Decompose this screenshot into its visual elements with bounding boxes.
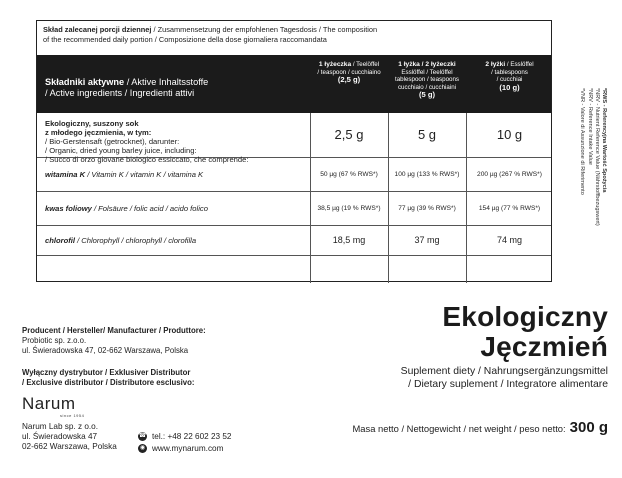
table-header-row: [37, 55, 551, 113]
subtitle-line-1: Suplement diety / Nahrungsergänzungsmittel: [400, 366, 608, 377]
col1-main: 1 łyżeczka: [318, 61, 352, 68]
product-title-line-1: Ekologiczny: [442, 301, 608, 332]
row-divider: [37, 225, 551, 226]
row0-label-bold1: Ekologiczny, suszony sok: [45, 119, 139, 128]
distributor-block: [22, 368, 292, 387]
row0-label-l3: / Bio-Gerstensaft (getrocknet), darunter:: [45, 137, 180, 146]
address-line-3: 02-662 Warszawa, Polska: [22, 442, 117, 452]
table-cell: 10 g: [496, 127, 523, 142]
table-cell: 77 µg (39 % RWS*): [398, 205, 456, 212]
table-row-label: [45, 204, 208, 213]
ingredients-heading-bold: Składniki aktywne: [45, 77, 125, 87]
producer-heading: Producent / Hersteller/ Manufacturer / Produttore:: [22, 326, 206, 335]
address-line-1: Narum Lab sp. z o.o.: [22, 422, 98, 431]
table-cell: 2,5 g: [334, 127, 364, 142]
table-row-label: [45, 119, 248, 164]
table-cell: 5 g: [417, 127, 437, 142]
table-cell: 38,5 µg (19 % RWS*): [317, 205, 381, 212]
producer-name: Probiotic sp. z.o.o.: [22, 336, 87, 345]
reference-value-notes: [555, 88, 607, 288]
row0-label-l4: / Organic, dried young barley juice, including:: [45, 146, 197, 155]
column-header-two-tablespoons: [466, 61, 553, 91]
logo-since: since 1954: [60, 413, 85, 418]
row2-label-bold: kwas foliowy: [45, 204, 92, 213]
table-cell: 154 µg (77 % RWS*): [478, 205, 541, 212]
col1-line2: / teaspoon / cucchiaino: [317, 68, 381, 76]
row1-label-bold: witamina K: [45, 170, 86, 179]
product-subtitle: [401, 366, 608, 391]
net-weight: [352, 419, 608, 436]
column-header-tablespoon: [388, 61, 466, 99]
row3-label-rest: / Chlorophyll / chlorophyll / clorofilla: [74, 236, 197, 245]
table-row-label: [45, 236, 196, 245]
table-cell: 100 µg (133 % RWS*): [394, 171, 460, 178]
side-note-2: *NRV - Nutrient Reference Value (Nährstoffbezugswert): [593, 88, 600, 226]
product-title-line-2: Jęczmień: [480, 331, 608, 362]
ingredients-heading-line2: / Active ingredients / Ingredienti attivi: [45, 88, 195, 98]
row3-label-bold: chlorofil: [45, 236, 75, 245]
row0-label-l5: / Succo di orzo giovane biologico essiccato, che comprende:: [45, 155, 249, 164]
col3-line2: / tablespoons: [491, 68, 528, 76]
globe-icon: ◉: [139, 444, 146, 451]
website-link[interactable]: www.mynarum.com: [152, 443, 224, 453]
table-cell: 200 µg (267 % RWS*): [477, 171, 542, 178]
producer-address: ul. Świeradowska 47, 02-662 Warszawa, Polska: [22, 346, 189, 355]
col3-main: 2 łyżki: [485, 61, 506, 68]
col2-line3: tablespoon / teaspoons: [395, 76, 459, 83]
col2-line2: Esslöffel / Teelöffel: [401, 68, 453, 76]
header-note-bold: Skład zalecanej porcji dziennej: [43, 25, 152, 34]
distributor-heading-1: Wyłączny dystrybutor / Exklusiver Distributor: [22, 368, 191, 377]
row2-label-rest: / Folsäure / folic acid / acido folico: [91, 204, 208, 213]
col1-dose: (2,5 g): [337, 75, 361, 84]
col2-line4: cucchiaio / cucchiaini: [397, 83, 457, 91]
distributor-heading-2: / Exclusive distributor / Distributore esclusivo:: [22, 377, 195, 387]
side-note-1: *RWS - Referencyjna Wartość Spożycia: [601, 88, 607, 193]
col2-dose: (5 g): [418, 90, 436, 99]
logo-word: Narum: [22, 394, 76, 413]
col2-main: 1 łyżka / 2 łyżeczki: [398, 61, 456, 68]
ingredients-heading-rest: / Aktive Inhaltsstoffe: [124, 77, 209, 87]
composition-table: [36, 20, 552, 282]
subtitle-line-2: / Dietary suplement / Integratore alimentare: [408, 378, 608, 390]
address-line-2: ul. Świeradowska 47: [22, 432, 98, 442]
side-note-3: *NRV - Reference Intake Value: [586, 88, 593, 165]
row-divider: [37, 255, 551, 256]
table-cell: 37 mg: [414, 235, 440, 245]
col3-dose: (10 g): [499, 82, 520, 92]
row-divider: [37, 191, 551, 192]
col3-line3: / cucchiai: [496, 76, 523, 83]
row1-label-rest: / Vitamin K / vitamin K / vitamina K: [85, 170, 204, 179]
column-header-teaspoon: [310, 61, 388, 84]
net-weight-value: 300 g: [569, 419, 608, 436]
ingredients-heading: [45, 77, 208, 99]
table-cell: 74 mg: [496, 235, 522, 245]
narum-logo: [22, 395, 102, 419]
table-row-label: [45, 170, 203, 179]
side-note-4: *VNR - Valore di Assunzione di Riferimento: [579, 88, 586, 195]
phone-icon: ☎: [138, 433, 147, 440]
header-note-line2: of the recommended daily portion / Composizione della dose giornaliera raccomandata: [43, 35, 327, 44]
table-cell: 18,5 mg: [332, 235, 366, 245]
net-weight-label: Masa netto / Nettogewicht / net weight / peso netto:: [352, 423, 566, 434]
row0-label-bold2: z młodego jęczmienia, w tym:: [45, 128, 152, 137]
table-cell: 50 µg (67 % RWS*): [320, 171, 378, 178]
header-note: [37, 21, 551, 55]
col1-rest: / Teelöffel: [351, 61, 380, 68]
contact-block: [138, 431, 231, 454]
phone-number: tel.: +48 22 602 23 52: [152, 432, 232, 441]
col3-rest: / Esslöffel: [505, 61, 534, 68]
header-note-rest: / Zusammensetzung der empfohlenen Tagesdosis / The composition: [151, 25, 378, 34]
producer-block: [22, 326, 292, 356]
distributor-address: [22, 422, 117, 453]
